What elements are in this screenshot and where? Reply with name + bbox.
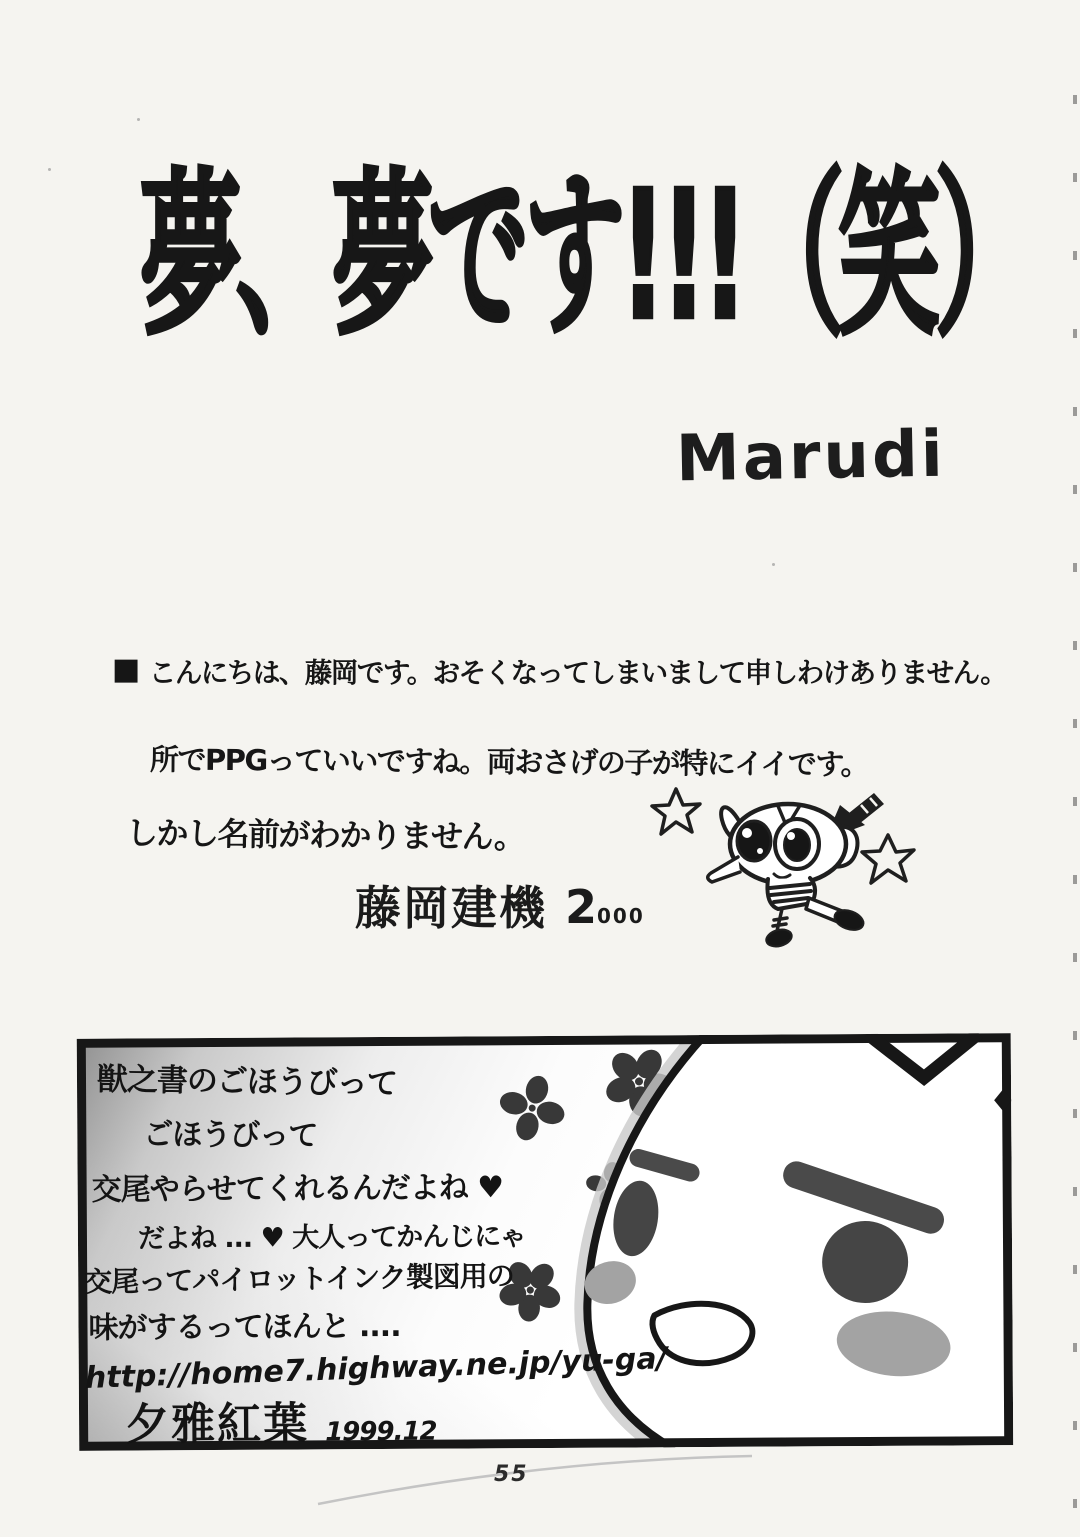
right-eye [822,1221,908,1304]
square-bullet-icon: ■ [112,652,139,687]
panel-line: 獣之書のごほうびって [96,1061,398,1103]
comic-panel [77,1033,1013,1451]
credit-circle-name: 夕雅紅葉 [124,1398,310,1451]
page-number: 55 [494,1462,529,1487]
star-icon [862,835,914,883]
message-line-greeting [112,650,1006,690]
message-line-ppg: 所でPPGっていいですね。両おさげの子が特にイイです。 [149,742,869,782]
author-name: Marudi [675,417,947,497]
paper-speck [772,563,775,566]
panel-line: ごほうびって [143,1117,318,1154]
page-binding-artifacts [1073,95,1077,1525]
star-icon [652,789,700,834]
message-line-name: しかし名前がわかりません。 [125,813,525,857]
chibi-character [708,804,866,949]
signature-name: 藤岡建機 [355,881,547,935]
panel-line: だよね ... ♥ 大人ってかんじにゃ [137,1221,526,1255]
panel-line: 交尾ってパイロットインク製図用の [84,1259,514,1299]
credit-date: 1999.12 [325,1416,437,1448]
website-url: http://home7.highway.ne.jp/yu-ga/ [84,1341,669,1396]
powerpuff-girl-doodle [628,780,963,955]
cat-character-face [578,1033,1013,1448]
signature-year: 2000 [565,880,645,934]
signature-row [355,872,645,938]
paper-speck [48,168,51,171]
panel-line: 交尾やらせてくれるんだよね ♥ [91,1170,504,1208]
panel-line: 味がするってほんと .... [88,1308,401,1346]
paper-speck [137,118,140,121]
greeting-text: こんにちは、藤岡です。おそくなってしまいまして申しわけありません。 [148,657,1007,689]
page-title: 夢、夢です!!!（笑） [140,153,1031,360]
pencil-stray-mark [310,1442,760,1512]
